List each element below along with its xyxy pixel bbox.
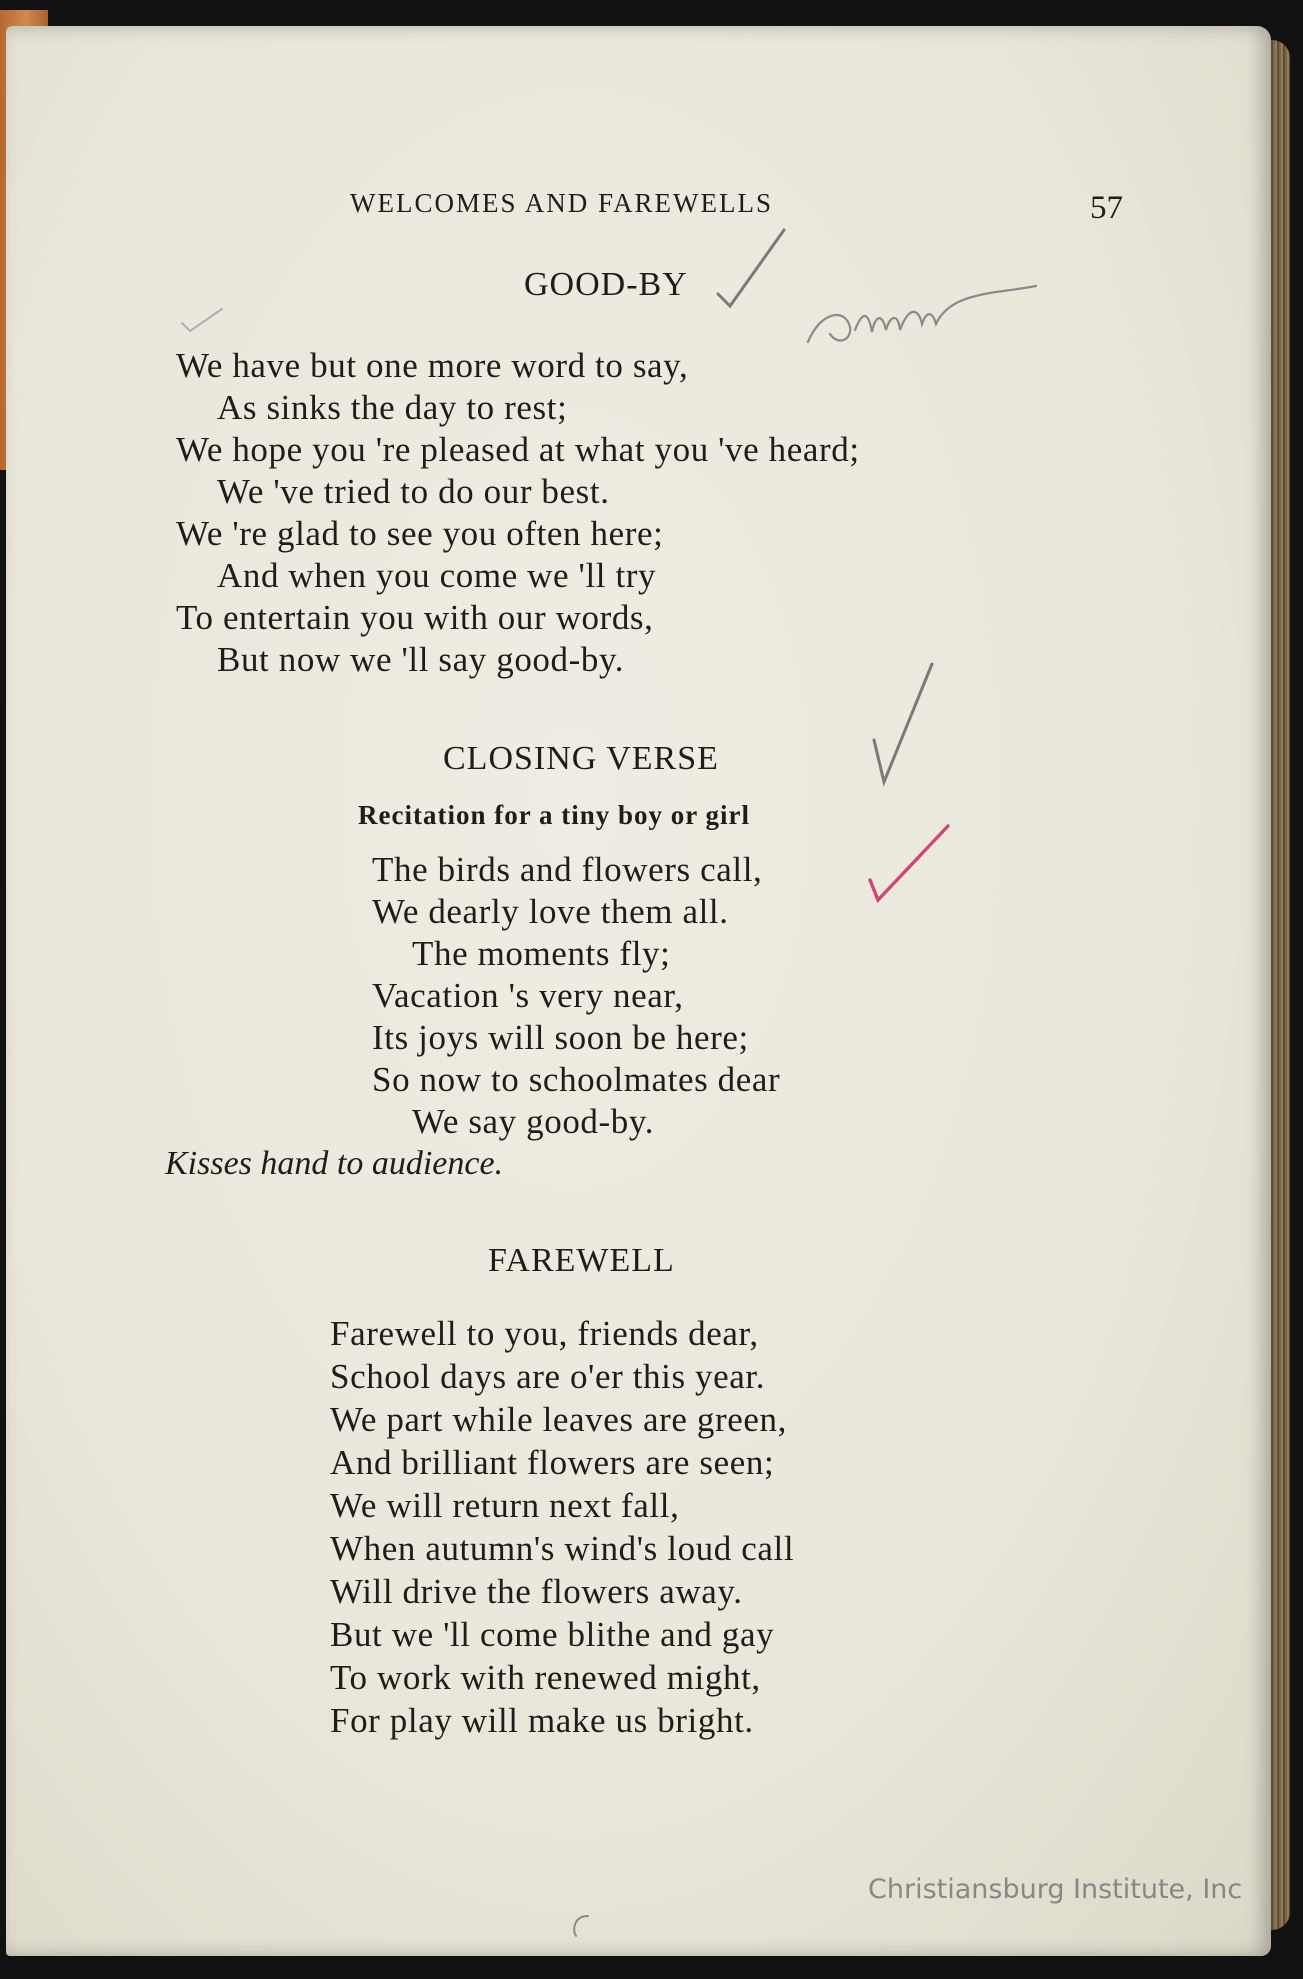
closing-checkmark — [868, 658, 938, 788]
closing-title: CLOSING VERSE — [443, 740, 719, 777]
farewell-line-3: We part while leaves are green, — [330, 1400, 787, 1439]
goodby-line-8: But now we 'll say good-by. — [217, 640, 625, 679]
closing-line-1: The birds and flowers call, — [372, 850, 763, 889]
goodby-line-7: To entertain you with our words, — [176, 598, 654, 637]
farewell-line-10: For play will make us bright. — [330, 1701, 754, 1740]
farewell-line-1: Farewell to you, friends dear, — [330, 1314, 759, 1353]
page-number: 57 — [1090, 190, 1123, 226]
handwritten-note-scribble — [800, 272, 1050, 362]
closing-line-3: The moments fly; — [412, 934, 671, 973]
farewell-line-6: When autumn's wind's loud call — [330, 1529, 795, 1568]
farewell-line-4: And brilliant flowers are seen; — [330, 1443, 775, 1482]
closing-line-5: Its joys will soon be here; — [372, 1018, 749, 1057]
margin-tick — [178, 305, 228, 335]
goodby-line-3: We hope you 're pleased at what you 've heard; — [176, 430, 860, 469]
goodby-line-5: We 're glad to see you often here; — [176, 514, 664, 553]
farewell-line-8: But we 'll come blithe and gay — [330, 1615, 775, 1654]
goodby-title: GOOD-BY — [524, 266, 688, 303]
running-title: WELCOMES AND FAREWELLS — [350, 188, 773, 218]
goodby-line-4: We 've tried to do our best. — [217, 472, 610, 511]
farewell-line-9: To work with renewed might, — [330, 1658, 761, 1697]
farewell-line-7: Will drive the flowers away. — [330, 1572, 743, 1611]
handwritten-note-text — [800, 272, 801, 273]
goodby-line-6: And when you come we 'll try — [217, 556, 657, 595]
farewell-line-2: School days are o'er this year. — [330, 1357, 766, 1396]
goodby-line-1: We have but one more word to say, — [176, 346, 689, 385]
farewell-line-5: We will return next fall, — [330, 1486, 680, 1525]
closing-subtitle: Recitation for a tiny boy or girl — [358, 800, 750, 830]
closing-line-7: We say good-by. — [412, 1102, 655, 1141]
goodby-checkmark — [712, 222, 792, 312]
pink-checkmark — [866, 818, 956, 908]
closing-line-4: Vacation 's very near, — [372, 976, 684, 1015]
farewell-title: FAREWELL — [488, 1242, 675, 1279]
closing-line-2: We dearly love them all. — [372, 892, 729, 931]
closing-line-6: So now to schoolmates dear — [372, 1060, 781, 1099]
stage-direction: Kisses hand to audience. — [165, 1145, 504, 1182]
watermark: Christiansburg Institute, Inc — [868, 1874, 1243, 1905]
goodby-line-2: As sinks the day to rest; — [217, 388, 568, 427]
bottom-pencil-mark — [566, 1910, 596, 1940]
